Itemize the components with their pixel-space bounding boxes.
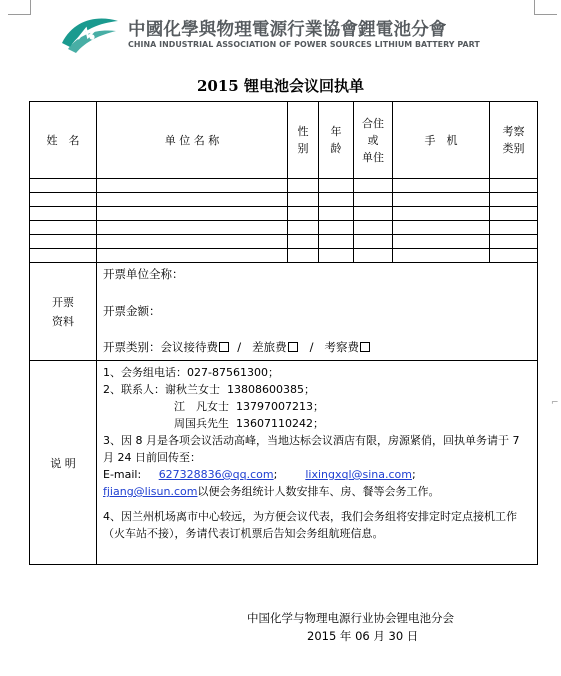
invoice-type-meeting: 会议接待费	[160, 340, 218, 354]
invoice-amount-field[interactable]: 开票金额：	[103, 304, 161, 318]
header-room-type: 合住 或 单住	[354, 102, 393, 179]
notes-label: 说 明	[30, 361, 97, 565]
invoice-company-field[interactable]: 开票单位全称：	[103, 267, 184, 281]
checkbox-tour[interactable]	[360, 342, 370, 352]
header-gender: 性 别	[288, 102, 319, 179]
notes-contact-2: 江 凡女士 13797007213；	[174, 400, 324, 413]
email-link-sina[interactable]: lixingxql@sina.com	[305, 468, 412, 481]
notes-item-4: 4、因兰州机场离市中心较远，为方便会议代表，我们会务组将安排定时定点接机工作（火车站不接），务请代表订机票后告知会务组航班信息。	[103, 510, 517, 540]
notes-email-suffix: fjiang@lisun.com以便会务组统计人数安排车、房、餐等会务工作。	[103, 485, 440, 498]
footer-org: 中国化学与物理电源行业协会锂电池分会	[247, 611, 454, 625]
page-edge-mark: ⌐	[551, 398, 559, 408]
table-row[interactable]	[30, 235, 538, 249]
notes-content	[97, 361, 538, 565]
invoice-row	[30, 263, 538, 361]
invoice-type-tour: 考察费	[324, 340, 359, 354]
notes-contact-3: 周国兵先生 13607110242；	[174, 417, 324, 430]
invoice-details	[97, 263, 538, 361]
invoice-type-travel: 差旅费	[252, 340, 287, 354]
registration-table	[29, 101, 538, 565]
table-header-row	[30, 102, 538, 179]
page-title: 2015 锂电池会议回执单	[197, 77, 364, 95]
notes-contact-1: 2、联系人：谢秋兰女士 13808600385；	[103, 383, 315, 396]
page-corner-mark-top-left	[8, 0, 31, 15]
invoice-label: 开票 资料	[30, 263, 97, 361]
table-row[interactable]	[30, 193, 538, 207]
org-name-en: CHINA INDUSTRIAL ASSOCIATION OF POWER SOURCES LITHIUM BATTERY PART	[128, 40, 480, 49]
header-age: 年 龄	[319, 102, 354, 179]
header-name: 姓 名	[30, 102, 97, 179]
header-mobile: 手 机	[393, 102, 490, 179]
table-row[interactable]	[30, 221, 538, 235]
table-row[interactable]	[30, 207, 538, 221]
header-tour-category: 考察 类别	[490, 102, 538, 179]
email-link-lisun[interactable]: fjiang@lisun.com	[103, 485, 198, 498]
checkbox-meeting[interactable]	[219, 342, 229, 352]
header-company: 单 位 名 称	[97, 102, 288, 179]
footer-date: 2015 年 06 月 30 日	[307, 629, 419, 643]
table-row[interactable]	[30, 249, 538, 263]
association-logo-icon	[58, 13, 122, 55]
invoice-type-field: 开票类别：会议接待费 / 差旅费 / 考察费	[103, 338, 537, 356]
org-name-cn: 中國化學與物理電源行業協會鋰電池分會	[128, 20, 447, 40]
notes-row	[30, 361, 538, 565]
page-corner-mark-top-right	[534, 0, 557, 15]
notes-item-3: 3、因 8 月是各项会议活动高峰，当地达标会议酒店有限，房源紧俏，回执单务请于 7 月 24 日前回传至：	[103, 434, 520, 464]
table-row[interactable]	[30, 179, 538, 193]
notes-emails: E-mail: 627328836@qq.com; lixingxql@sina.com;	[103, 468, 416, 481]
email-link-qq[interactable]: 627328836@qq.com	[158, 468, 274, 481]
notes-phone: 1、会务组电话：027-87561300；	[103, 366, 279, 379]
checkbox-travel[interactable]	[288, 342, 298, 352]
